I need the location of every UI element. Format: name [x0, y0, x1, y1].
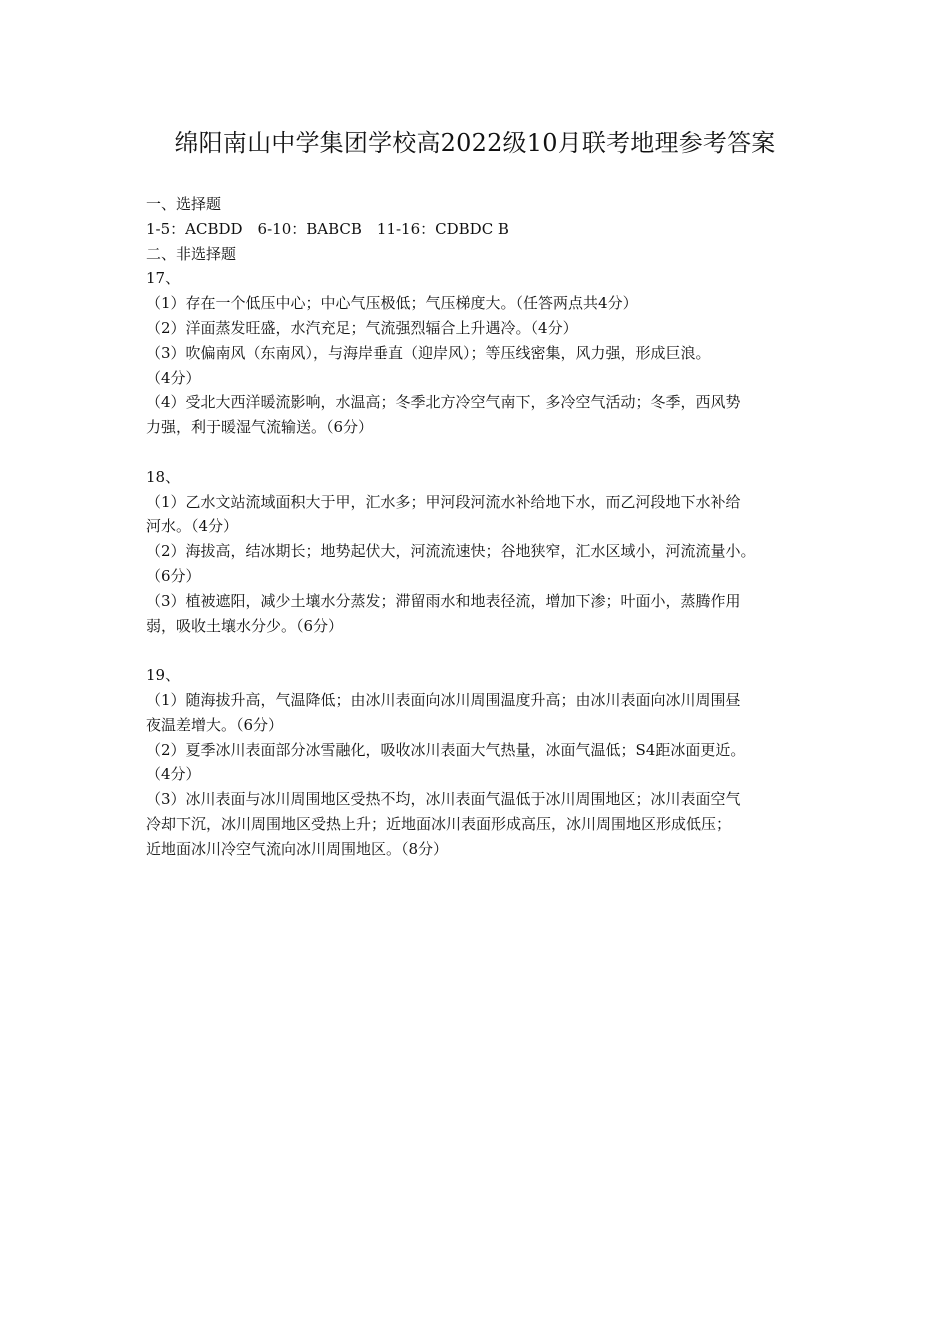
multiple-choice-answers: 1-5：ACBDD 6-10：BABCB 11-16：CDBDC B	[146, 219, 509, 238]
q19-answer-line: （3）冰川表面与冰川周围地区受热不均，冰川表面气温低于冰川周围地区；冰川表面空气	[146, 790, 741, 809]
q18-answer-line: 弱，吸收土壤水分少。（6分）	[146, 616, 344, 635]
q17-answer-line: （1）存在一个低压中心；中心气压极低；气压梯度大。（任答两点共4分）	[146, 294, 638, 313]
q18-answer-line: （2）海拔高，结冰期长；地势起伏大，河流流速快；谷地狭窄，汇水区域小，河流流量小。	[146, 542, 756, 561]
document-title: 绵阳南山中学集团学校高2022级10月联考地理参考答案	[174, 129, 776, 157]
paragraph-gap	[146, 638, 826, 663]
q17-answer-line: （4分）	[146, 368, 201, 387]
answer-content	[146, 192, 826, 862]
q19-answer-line: （2）夏季冰川表面部分冰雪融化，吸收冰川表面大气热量，冰面气温低；S4距冰面更近。	[146, 740, 746, 759]
q18-answer-line: （1）乙水文站流域面积大于甲，汇水多；甲河段河流水补给地下水，而乙河段地下水补给	[146, 492, 741, 511]
paragraph-gap	[146, 440, 826, 465]
question-18-label: 18、	[146, 467, 181, 486]
section-heading-non-multiple-choice: 二、非选择题	[146, 244, 237, 263]
q19-answer-line: 冷却下沉，冰川周围地区受热上升；近地面冰川表面形成高压，冰川周围地区形成低压；	[146, 814, 732, 833]
q17-answer-line: （3）吹偏南风（东南风），与海岸垂直（迎岸风）；等压线密集，风力强，形成巨浪。	[146, 343, 711, 362]
q18-answer-line: （6分）	[146, 566, 201, 585]
q18-answer-line: 河水。（4分）	[146, 517, 239, 536]
section-heading-multiple-choice: 一、选择题	[146, 195, 222, 213]
q19-answer-line: 夜温差增大。（6分）	[146, 715, 284, 734]
q17-answer-line: 力强，利于暖湿气流输送。（6分）	[146, 418, 374, 437]
question-17-label: 17、	[146, 269, 181, 288]
q18-answer-line: （3）植被遮阳，减少土壤水分蒸发；滞留雨水和地表径流，增加下渗；叶面小，蒸腾作用	[146, 591, 741, 610]
q19-answer-line: 近地面冰川冷空气流向冰川周围地区。（8分）	[146, 839, 449, 858]
q19-answer-line: （4分）	[146, 765, 201, 784]
q17-answer-line: （4）受北大西洋暖流影响，水温高；冬季北方冷空气南下，多冷空气活动；冬季，西风势	[146, 393, 741, 412]
question-19-label: 19、	[146, 666, 181, 685]
q19-answer-line: （1）随海拔升高，气温降低；由冰川表面向冰川周围温度升高；由冰川表面向冰川周围昼	[146, 690, 741, 709]
q17-answer-line: （2）洋面蒸发旺盛，水汽充足；气流强烈辐合上升遇冷。（4分）	[146, 318, 578, 337]
